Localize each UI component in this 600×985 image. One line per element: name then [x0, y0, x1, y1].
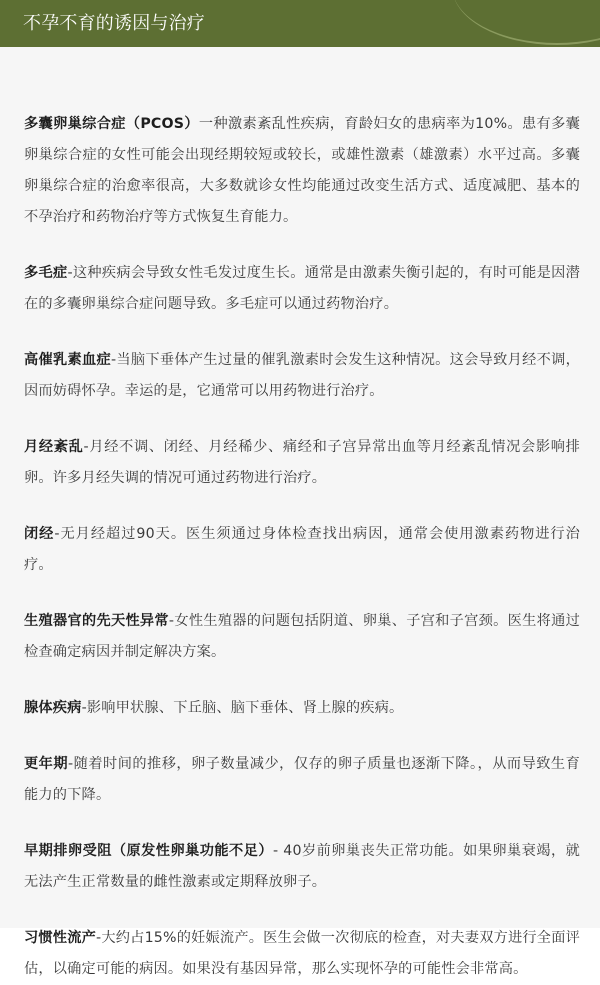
entry-pcos [24, 109, 580, 233]
entry-recurrent-miscarriage [24, 923, 580, 985]
entry-text: 一种激素紊乱性疾病，育龄妇女的患病率为10%。患有多囊卵巢综合症的女性可能会出现经期较短或较长，或雄性激素（雄激素）水平过高。多囊卵巢综合症的治愈率很高，大多数就诊女性均能通过改变生活方式、适度减肥、基本的不孕治疗和药物治疗等方式恢复生育能力。 [24, 116, 580, 225]
entry-term: 生殖器官的先天性异常 [24, 613, 169, 629]
entry-term: 闭经 [24, 526, 55, 542]
entry-congenital-anomaly [24, 606, 580, 668]
entry-paragraph [24, 836, 580, 898]
entry-text: -当脑下垂体产生过量的催乳激素时会发生这种情况。这会导致月经不调，因而妨碍怀孕。幸运的是，它通常可以用药物进行治疗。 [24, 352, 580, 399]
entry-paragraph [24, 432, 580, 494]
header-bar [0, 0, 600, 47]
page-title: 不孕不育的诱因与治疗 [23, 12, 205, 34]
entry-paragraph [24, 109, 580, 233]
entry-term: 腺体疾病 [24, 700, 82, 716]
header-decoration [452, 0, 600, 45]
entry-term: 早期排卵受阻（原发性卵巢功能不足） [24, 843, 273, 859]
entry-premature-ovarian-insufficiency [24, 836, 580, 898]
entry-text: -女性生殖器的问题包括阴道、卵巢、子宫和子宫颈。医生将通过检查确定病因并制定解决方案。 [24, 613, 580, 660]
entry-term: 月经紊乱 [24, 439, 84, 455]
entry-text: -月经不调、闭经、月经稀少、痛经和子宫异常出血等月经紊乱情况会影响排卵。许多月经失调的情况可通过药物进行治疗。 [24, 439, 581, 486]
entry-paragraph [24, 923, 580, 985]
entry-paragraph [24, 693, 580, 724]
entry-text: -大约占15%的妊娠流产。医生会做一次彻底的检查，对夫妻双方进行全面评估，以确定可能的病因。如果没有基因异常，那么实现怀孕的可能性会非常高。 [24, 930, 580, 977]
entry-text: -影响甲状腺、下丘脑、脑下垂体、肾上腺的疾病。 [81, 700, 404, 716]
entry-text: -无月经超过90天。医生须通过身体检查找出病因，通常会使用激素药物进行治疗。 [24, 526, 581, 573]
entry-amenorrhea [24, 519, 580, 581]
entry-term: 更年期 [24, 756, 69, 772]
entry-paragraph [24, 749, 580, 811]
entry-hirsutism [24, 258, 580, 320]
entry-text: -这种疾病会导致女性毛发过度生长。通常是由激素失衡引起的，有时可能是因潜在的多囊卵巢综合症问题导致。多毛症可以通过药物治疗。 [24, 265, 580, 312]
entry-term: 多毛症 [24, 265, 68, 281]
entry-term: 高催乳素血症 [24, 352, 111, 368]
entry-paragraph [24, 519, 580, 581]
entry-menstrual-disorder [24, 432, 580, 494]
entry-menopause [24, 749, 580, 811]
entry-hyperprolactinemia [24, 345, 580, 407]
entry-term: 多囊卵巢综合症（PCOS） [24, 116, 199, 132]
article-body [0, 47, 600, 977]
entry-text: - 40岁前卵巢丧失正常功能。如果卵巢衰竭，就无法产生正常数量的雌性激素或定期释放卵子。 [24, 843, 580, 890]
entry-paragraph [24, 345, 580, 407]
entry-paragraph [24, 606, 580, 668]
entry-gland-disease [24, 693, 580, 724]
entry-paragraph [24, 258, 580, 320]
entry-text: -随着时间的推移，卵子数量减少，仅存的卵子质量也逐渐下降。，从而导致生育能力的下降。 [24, 756, 580, 803]
entry-term: 习惯性流产 [24, 930, 97, 946]
